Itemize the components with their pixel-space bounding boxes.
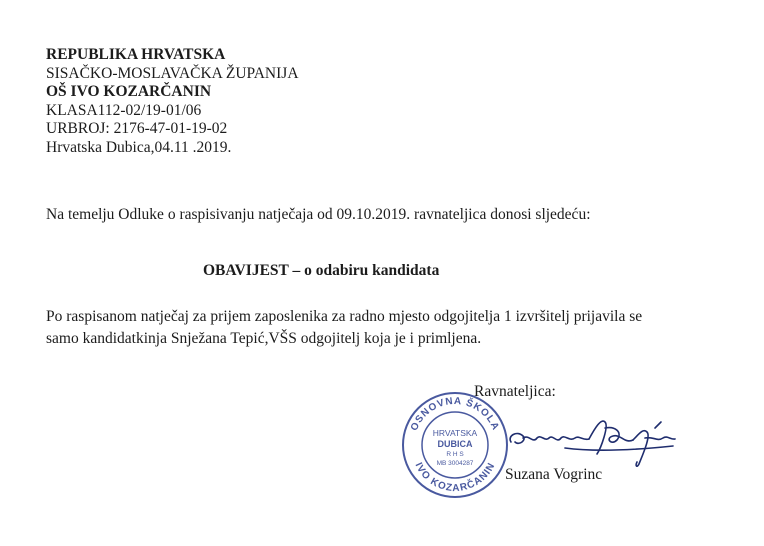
stamp-outer-bottom: IVO KOZARČANIN [412,460,498,495]
stamp-outer-top: OSNOVNA ŠKOLA [408,395,502,433]
notice-heading: OBAVIJEST – o odabiru kandidata [203,262,440,279]
header-county: SISAČKO-MOSLAVAČKA ŽUPANIJA [46,64,299,82]
stamp-inner-2: DUBICA [437,439,473,449]
stamp-inner-1: HRVATSKA [432,428,478,438]
header-klasa: KLASA112-02/19-01/06 [46,101,202,119]
document-header [46,46,299,158]
body-line-1: Po raspisanom natječaj za prijem zaposlenika za radno mjesto odgojitelja 1 izvršitelj prijavila se [46,308,643,325]
intro-paragraph: Na temelju Odluke o raspisivanju natječaja od 09.10.2019. ravnateljica donosi sljedeću: [46,206,591,223]
signatory-name: Suzana Vogrinc [505,466,603,483]
body-line-2: samo kandidatkinja Snježana Tepić,VŠS odgojitelj koja je i primljena. [46,330,482,347]
stamp-inner-3: R H S [446,451,464,458]
stamp-inner-4: MB 3004287 [436,460,474,467]
header-country: REPUBLIKA HRVATSKA [46,46,226,63]
official-stamp [400,390,510,500]
header-urbroj: URBROJ: 2176-47-01-19-02 [46,120,228,138]
header-place-date: Hrvatska Dubica,04.11 .2019. [46,138,232,156]
signature-title: Ravnateljica: [474,383,556,400]
header-school: OŠ IVO KOZARČANIN [46,83,212,101]
body-paragraph [46,306,736,350]
